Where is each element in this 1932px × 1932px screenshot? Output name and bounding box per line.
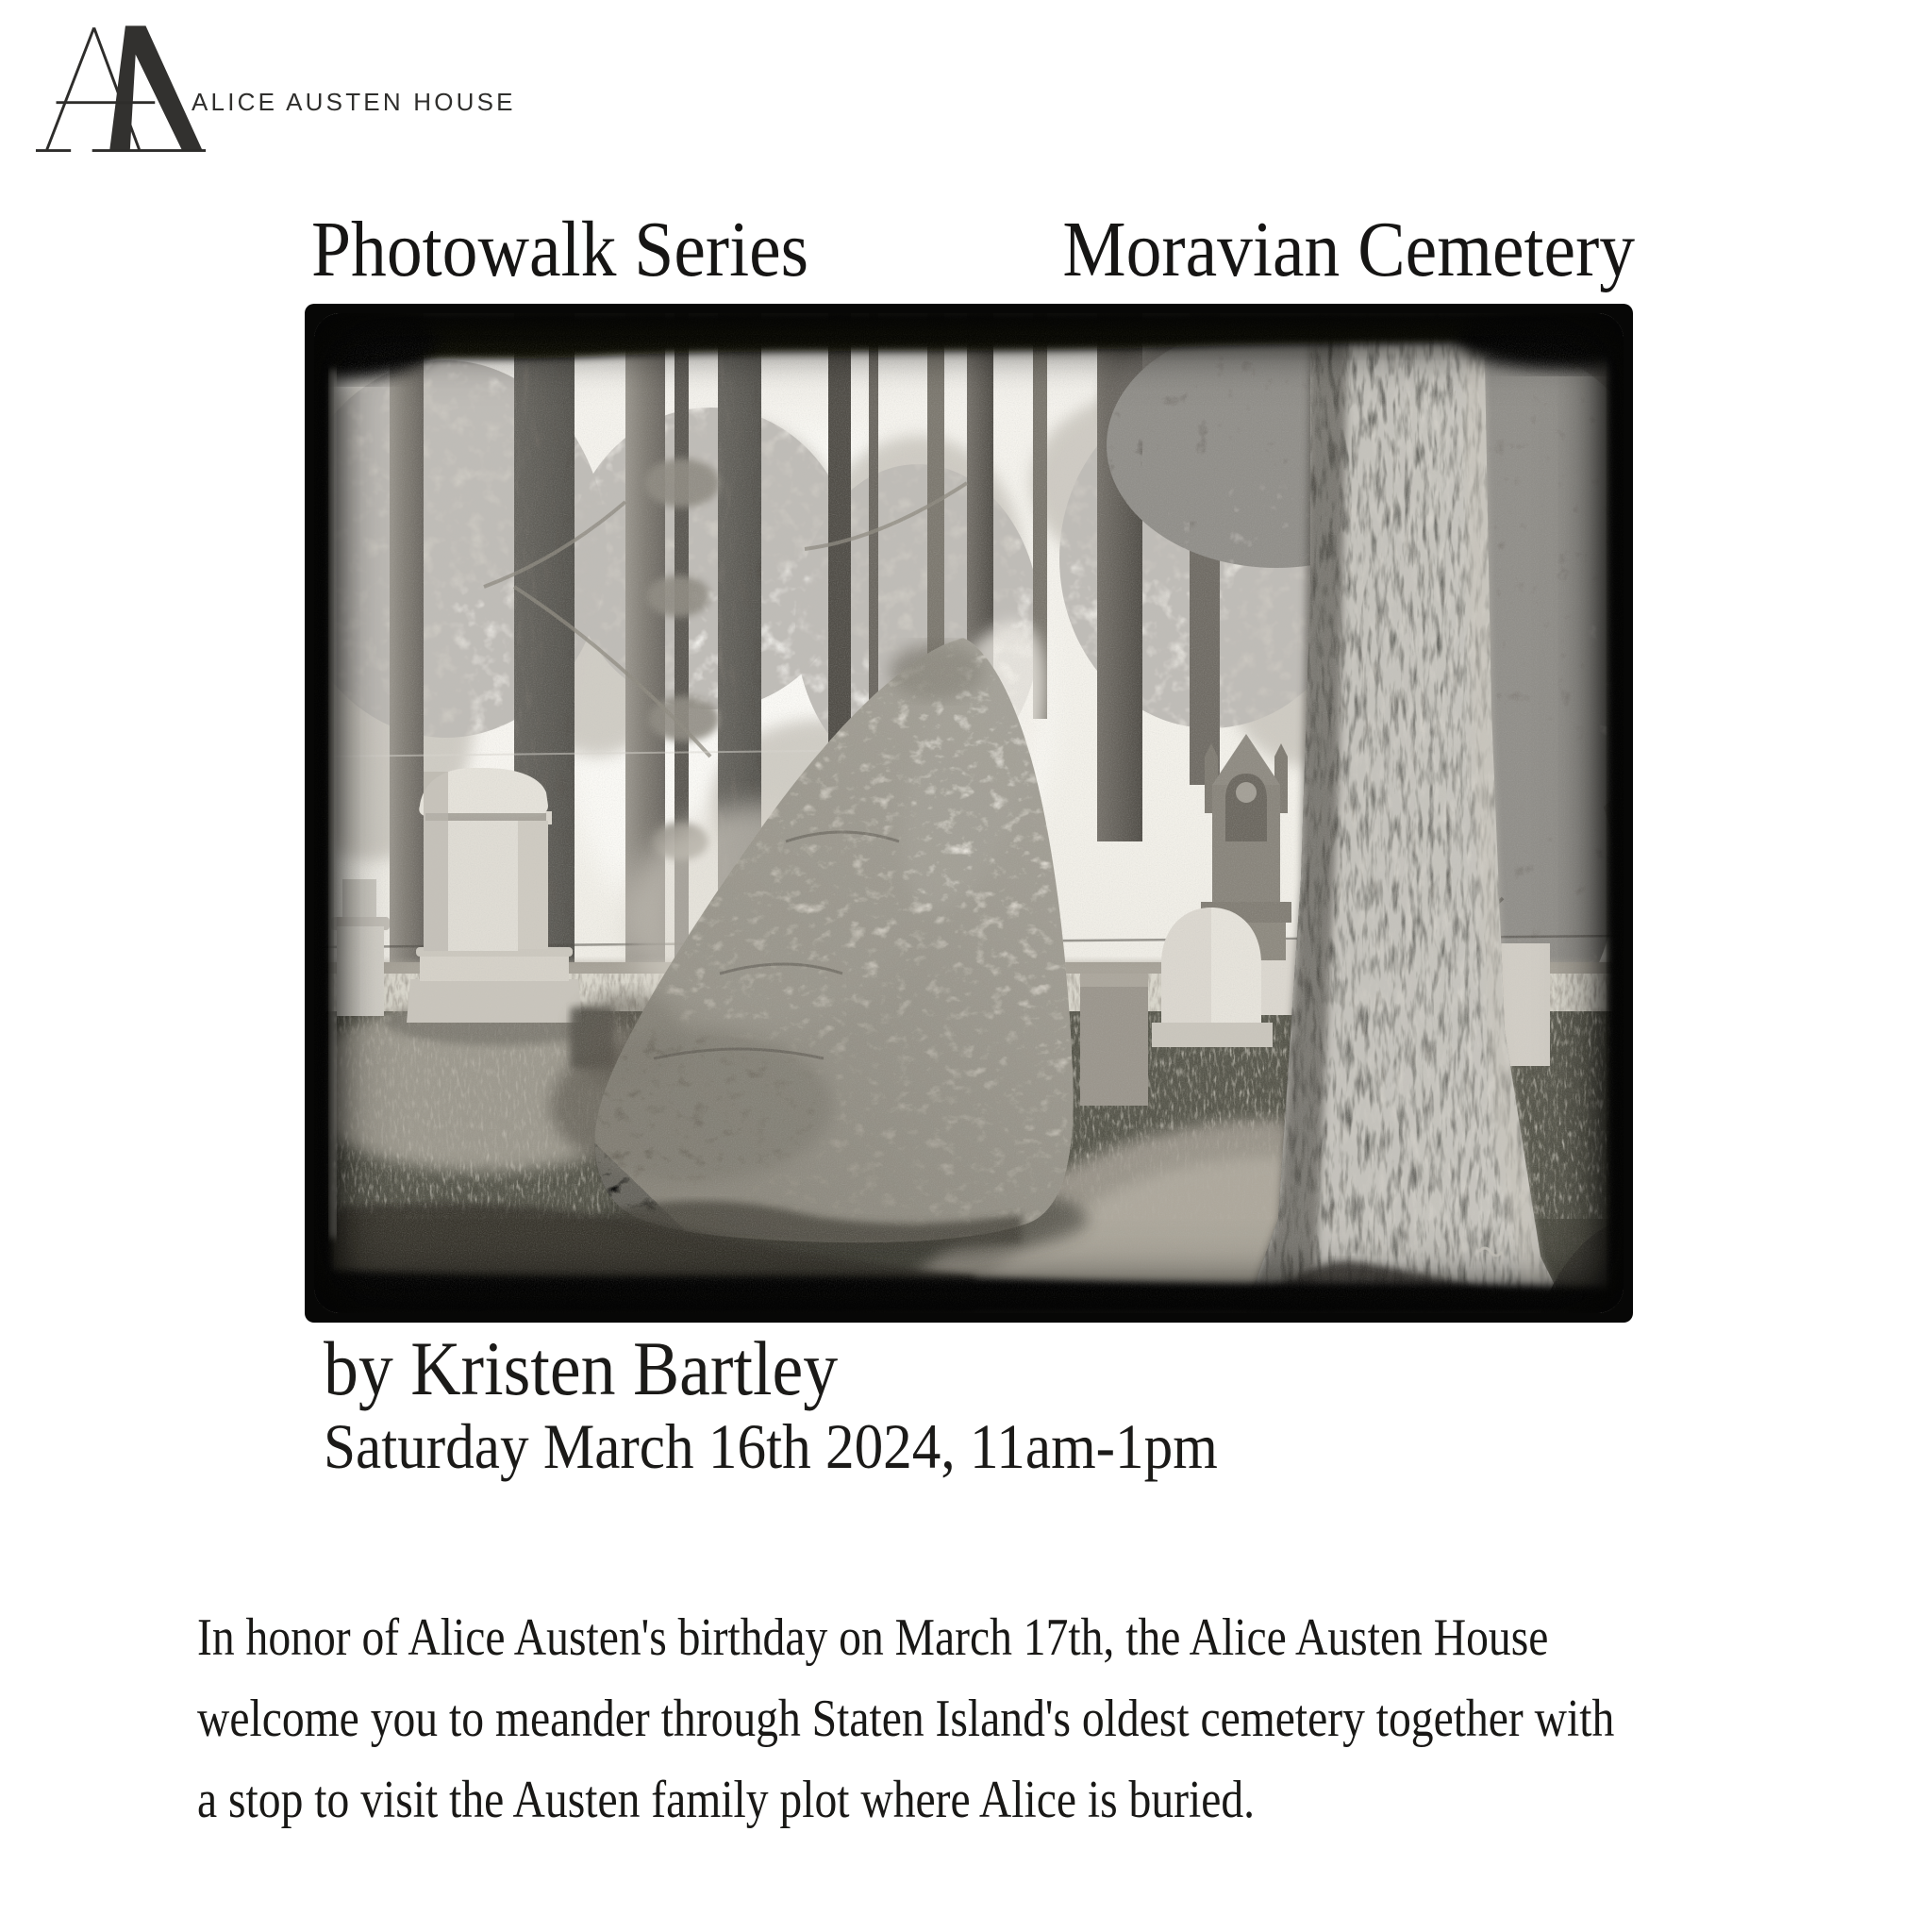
- event-datetime: [324, 1410, 1317, 1482]
- series-title-text: Photowalk Series: [311, 206, 809, 293]
- photo-scene: [314, 313, 1624, 1313]
- series-title: [311, 206, 864, 293]
- logo-wordmark: ALICE AUSTEN HOUSE: [192, 88, 516, 116]
- photo-surface: [314, 313, 1624, 1313]
- cemetery-photo: [305, 304, 1633, 1323]
- alice-austen-house-monogram-icon: [35, 23, 210, 155]
- byline-text: by Kristen Bartley: [324, 1325, 839, 1411]
- location-title: [999, 206, 1635, 293]
- event-datetime-text: Saturday March 16th 2024, 11am-1pm: [324, 1410, 1218, 1482]
- event-description: [197, 1597, 1864, 1840]
- description-line-2: welcome you to meander through Staten Island's oldest cemetery together with: [197, 1690, 1615, 1748]
- description-line-1: In honor of Alice Austen's birthday on March 17th, the Alice Austen House: [197, 1608, 1549, 1667]
- byline: [324, 1325, 895, 1411]
- description-line-3: a stop to visit the Austen family plot where Alice is buried.: [197, 1771, 1256, 1829]
- location-title-text: Moravian Cemetery: [1062, 206, 1635, 293]
